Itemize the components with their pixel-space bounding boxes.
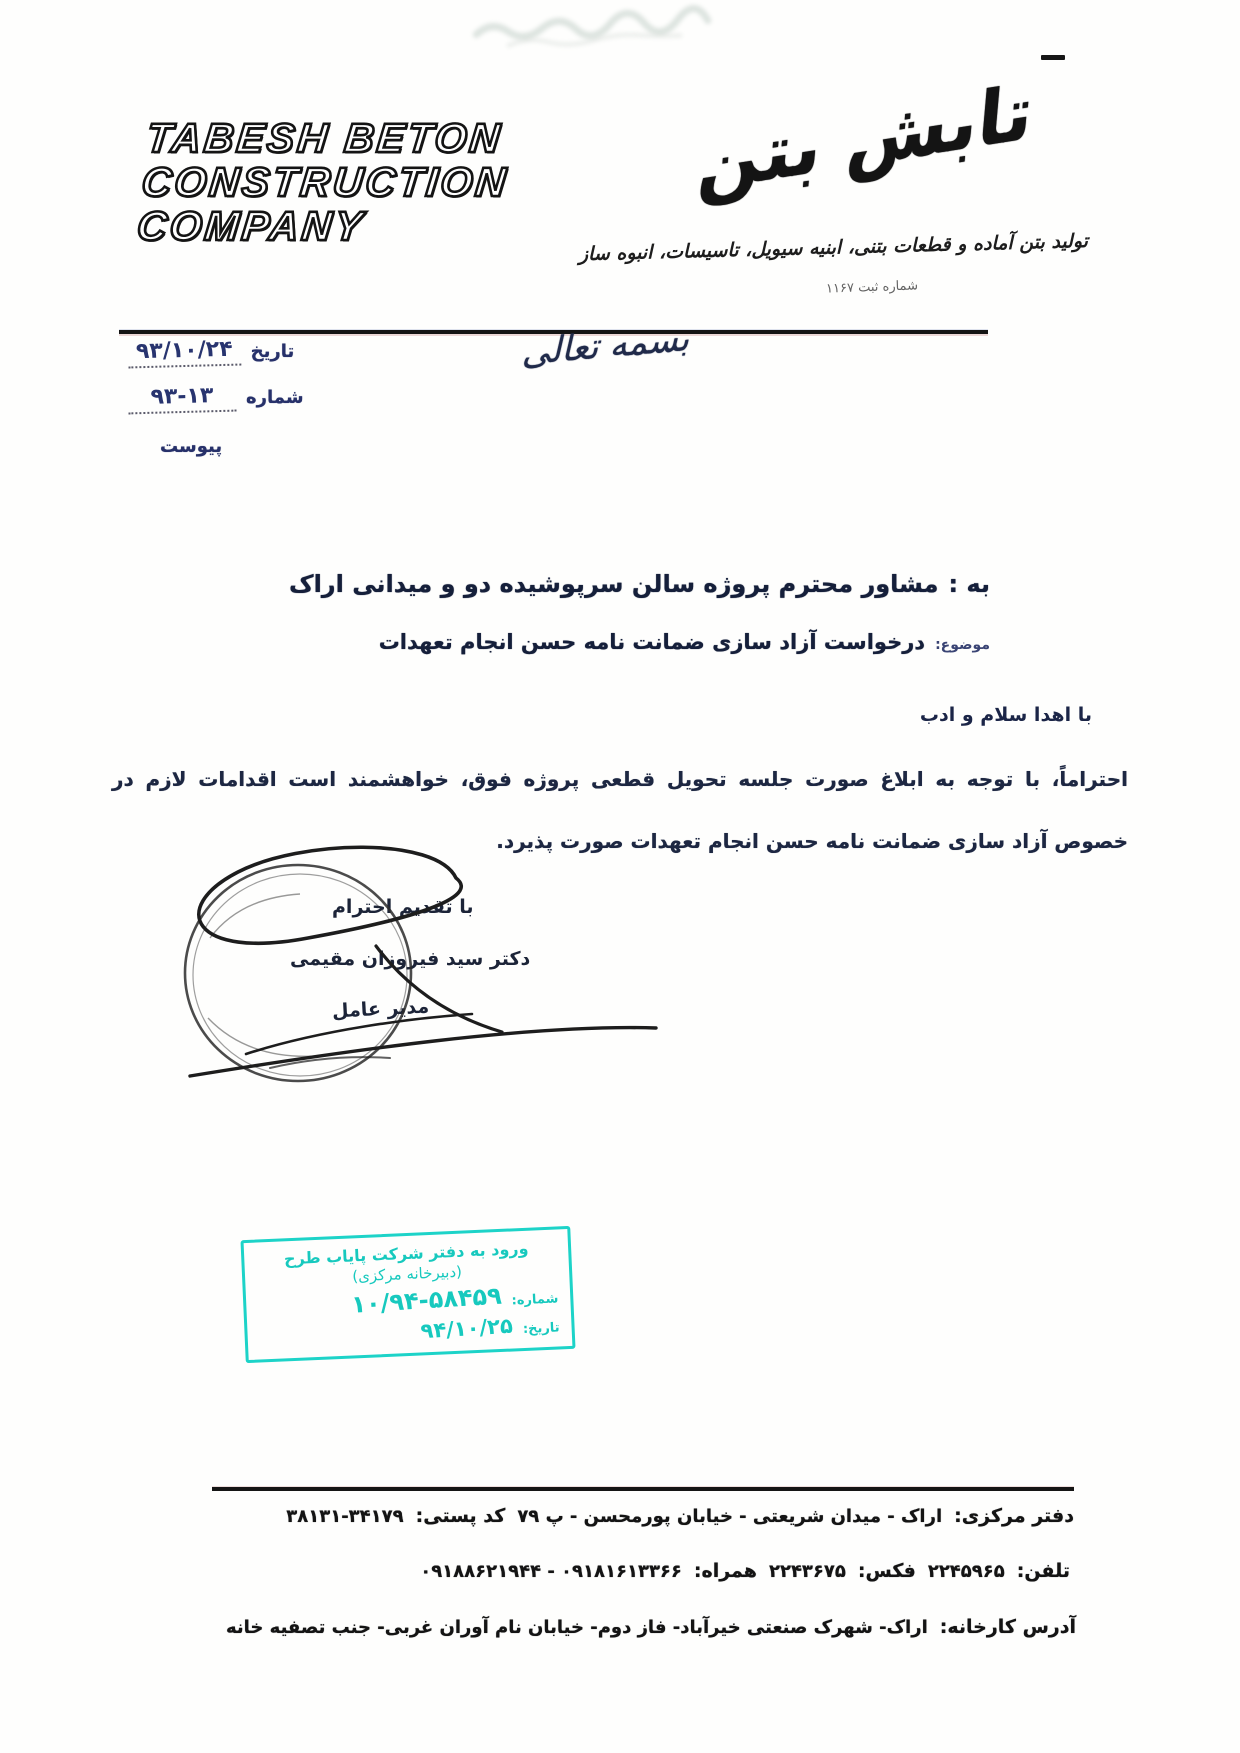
salutation: با اهدا سلام و ادب <box>919 704 1092 726</box>
to-text: مشاور محترم پروژه سالن سرپوشیده دو و میدانی اراک <box>289 570 939 598</box>
footer-divider-line <box>212 1487 1074 1491</box>
signatory-title: مدیر عامل <box>331 995 430 1023</box>
postal-code: ۳۸۱۳۱-۳۴۱۷۹ <box>286 1506 404 1527</box>
footer-factory-line <box>226 1616 1076 1638</box>
factory-label: آدرس کارخانه: <box>939 1616 1076 1638</box>
attachment-label: پیوست <box>160 436 223 457</box>
company-tagline: تولید بتن آماده و قطعات بتنی، ابنیه سیویل، تاسیسات، انبوه ساز <box>578 229 1089 266</box>
bismillah-handwriting: بسمه تعالی <box>519 318 697 374</box>
letter-body: احتراماً، با توجه به ابلاغ صورت جلسه تحویل قطعی پروژه فوق، خواهشمند است اقدامات لازم در خصوص آزاد سازی ضمانت نامه حسن انجام تعهدات صورت پذیرد. <box>112 767 1128 853</box>
scan-smudge-artifact <box>467 0 749 55</box>
scan-dash-artifact <box>1041 55 1065 60</box>
receipt-date-label: تاریخ: <box>522 1320 560 1338</box>
mobile-value: ۰۹۱۸۸۶۲۱۹۴۴ - ۰۹۱۸۱۶۱۳۳۶۶ <box>420 1561 682 1582</box>
receipt-number-label: شماره: <box>511 1291 559 1309</box>
logo-en-line1: TABESH BETON <box>144 115 505 161</box>
receipt-stamp-line2: (دبیرخانه مرکزی) <box>351 1262 463 1286</box>
date-label: تاریخ <box>250 341 295 362</box>
subject-line <box>379 630 990 654</box>
logo-en-line3: COMPANY <box>134 203 368 249</box>
company-logo-english <box>135 116 579 248</box>
company-round-stamp-and-signature <box>150 818 690 1118</box>
subject-text: درخواست آزاد سازی ضمانت نامه حسن انجام تعهدات <box>378 630 926 654</box>
phone-value: ۲۲۴۵۹۶۵ <box>927 1561 1005 1582</box>
receipt-stamp <box>240 1226 575 1363</box>
office-address: اراک - میدان شریعتی - خیابان پورمحسن - پ ۷۹ <box>517 1506 943 1527</box>
signatory-name: دکتر سید فیروزان مقیمی <box>290 948 531 970</box>
to-label: به : <box>948 570 990 598</box>
logo-en-line2: CONSTRUCTION <box>139 159 511 205</box>
postal-label: کد پستی: <box>415 1505 506 1527</box>
receipt-number-value: ۱۰/۹۴-۵۸۴۵۹ <box>350 1281 503 1319</box>
number-row <box>128 384 304 413</box>
number-value: ۹۳-۱۳ <box>128 383 237 415</box>
signature-closing: با تقدیم احترام <box>332 896 474 918</box>
office-label: دفتر مرکزی: <box>954 1505 1074 1527</box>
factory-address: اراک- شهرک صنعتی خیرآباد- فاز دوم- خیابان نام آوران غربی- جنب تصفیه خانه <box>226 1617 928 1638</box>
footer-phone-line <box>420 1560 1070 1582</box>
addressee-line <box>289 570 990 598</box>
number-label: شماره <box>246 387 304 408</box>
receipt-date-value: ۹۴/۱۰/۲۵ <box>419 1313 514 1344</box>
subject-label: موضوع: <box>935 637 990 653</box>
phone-label: تلفن: <box>1016 1560 1070 1582</box>
fax-label: فکس: <box>857 1560 916 1582</box>
date-value: ۹۳/۱۰/۲۴ <box>128 337 241 369</box>
receipt-stamp-line1: ورود به دفتر شرکت پایاب طرح <box>283 1238 529 1269</box>
mobile-label: همراه: <box>693 1560 757 1582</box>
fax-value: ۲۲۴۳۶۷۵ <box>768 1561 846 1582</box>
date-row <box>128 338 294 367</box>
attachment-row <box>160 436 222 457</box>
company-logo-persian: تابش بتن <box>694 68 1037 210</box>
footer-office-line <box>286 1505 1074 1527</box>
registration-number: شماره ثبت ۱۱۶۷ <box>825 278 919 297</box>
